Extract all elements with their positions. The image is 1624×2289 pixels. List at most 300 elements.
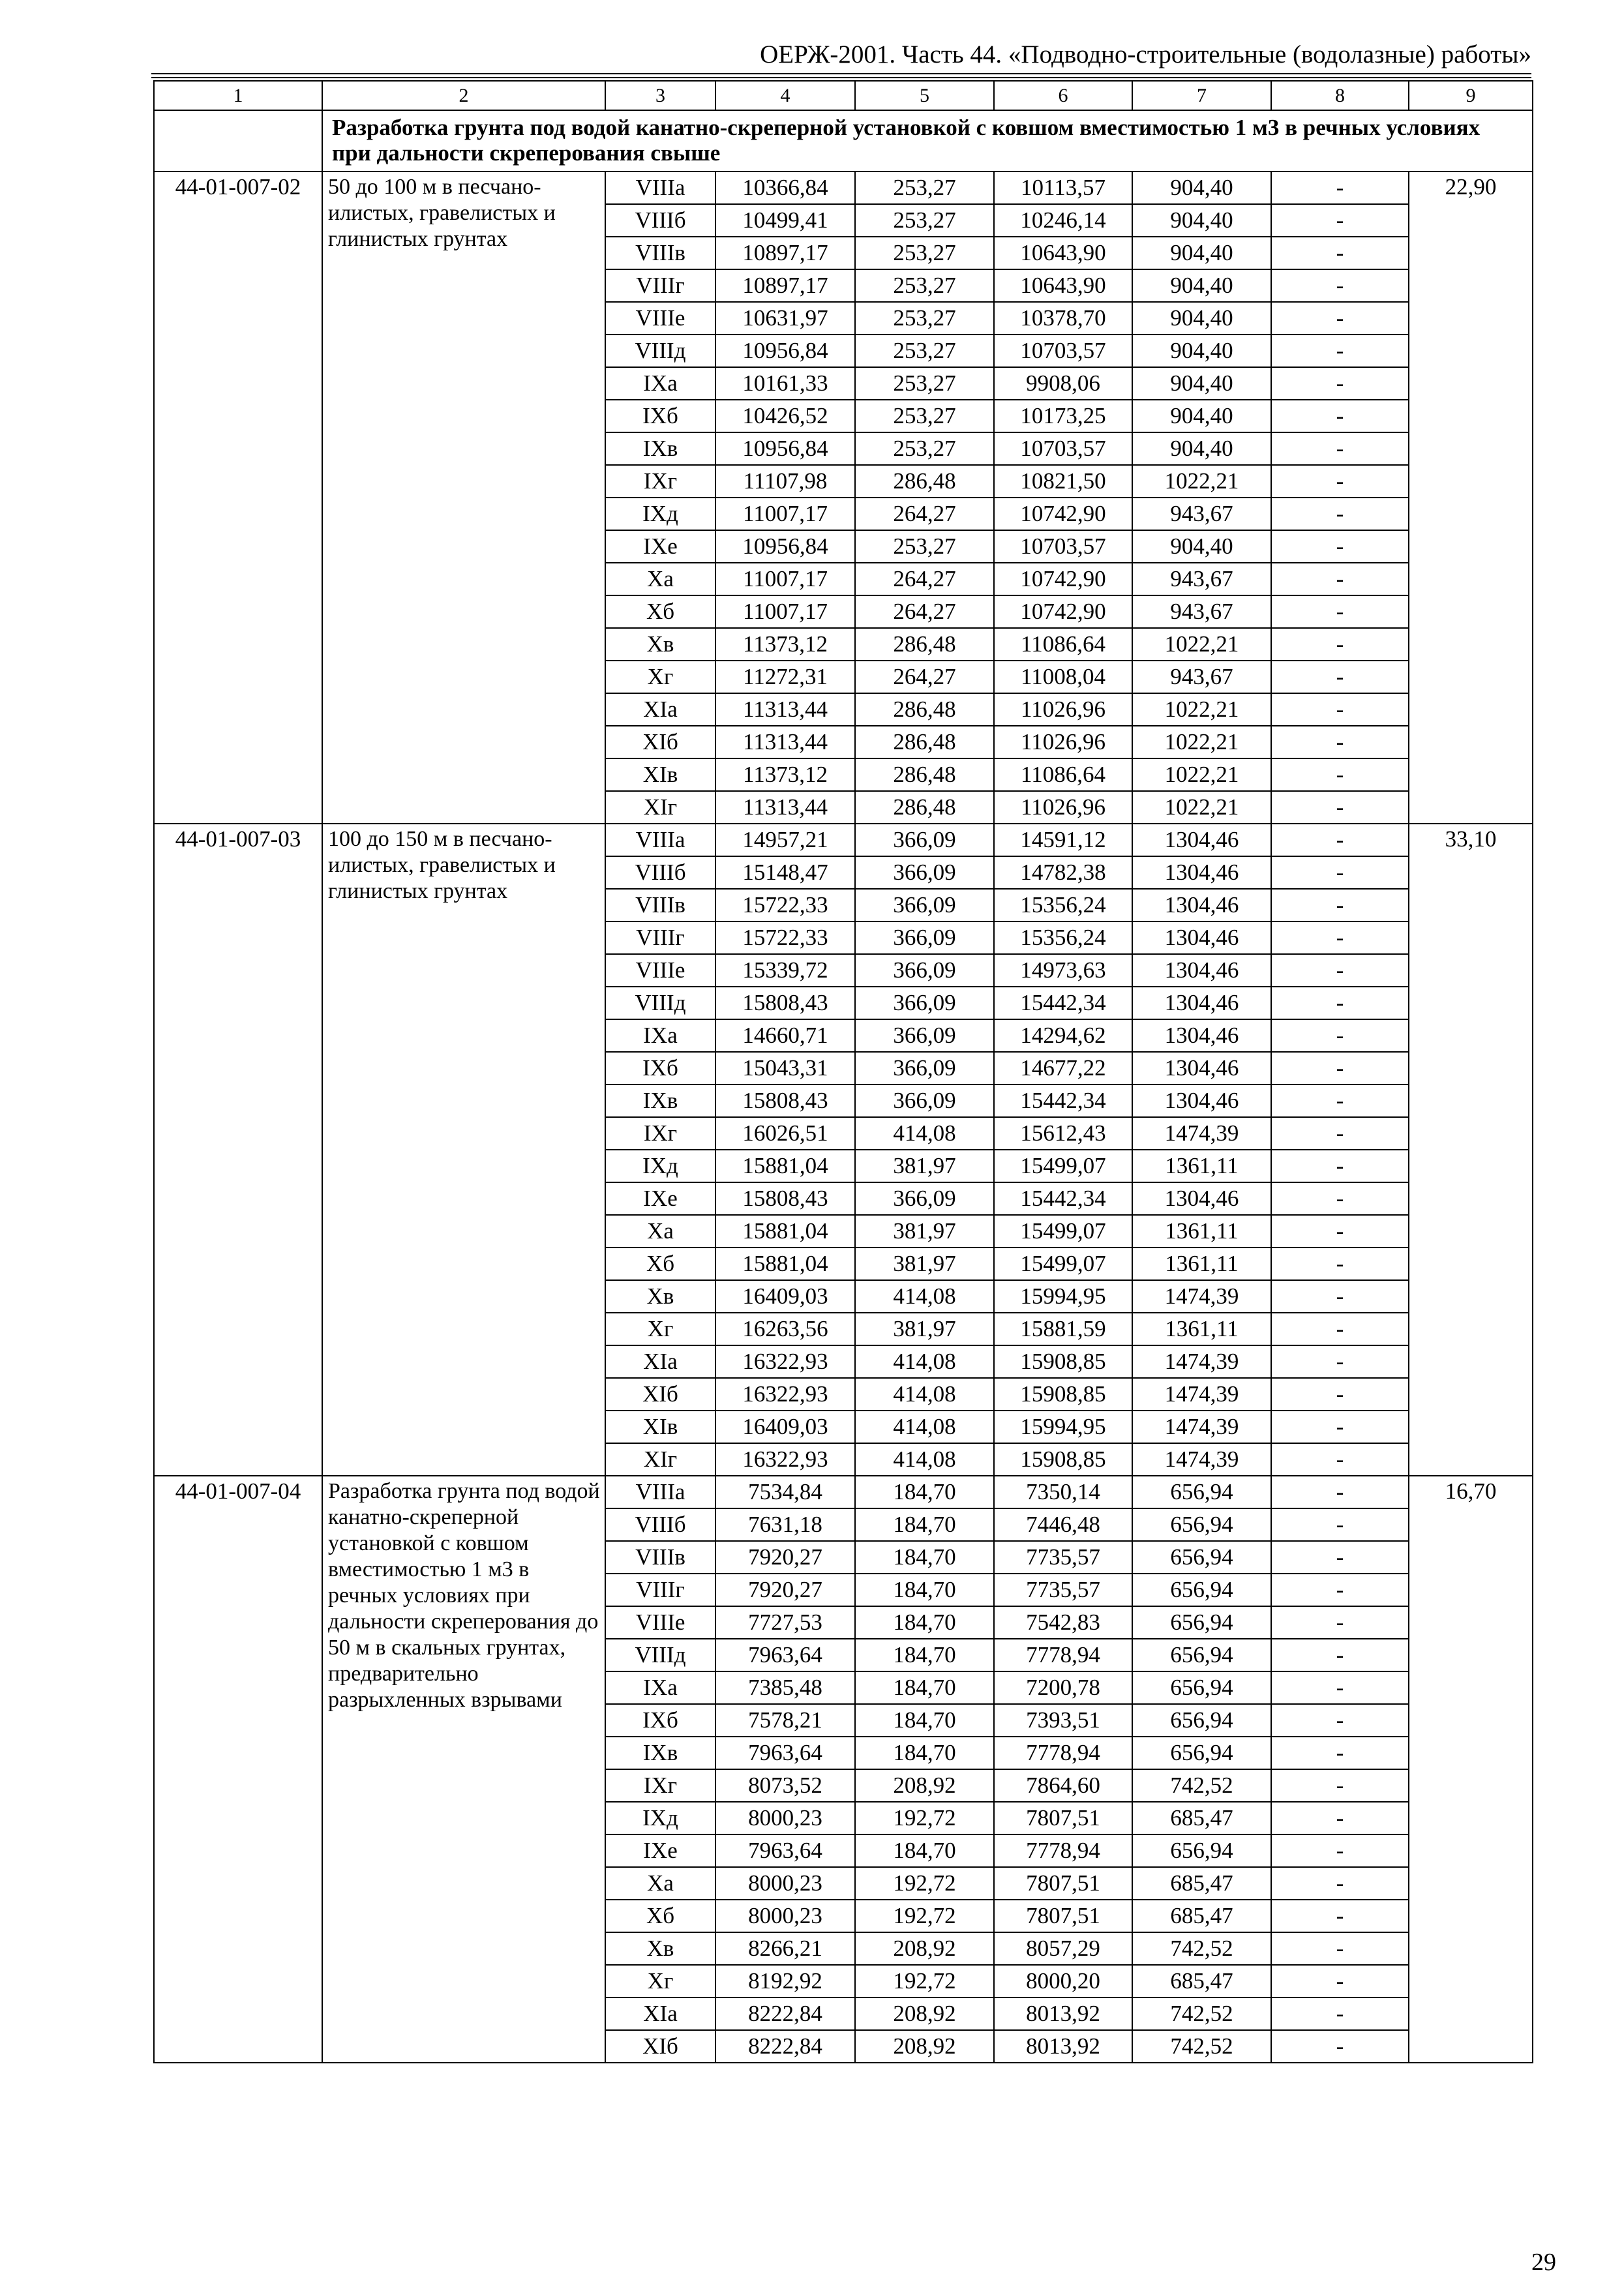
soil-group: XIа [605,1997,715,2030]
machinist-wages: 904,40 [1132,335,1271,367]
soil-group: XIб [605,2030,715,2063]
materials-cost: - [1271,1019,1409,1052]
column-number: 9 [1409,81,1533,110]
machine-cost: 15356,24 [994,921,1132,954]
materials-cost: - [1271,465,1409,498]
soil-group: VIIIг [605,1574,715,1606]
direct-cost: 15808,43 [715,1085,855,1117]
machine-cost: 7446,48 [994,1508,1132,1541]
work-description: 50 до 100 м в песчано-илистых, гравелистых и глинистых грунтах [322,172,605,824]
running-title: ОЕРЖ-2001. Часть 44. «Подводно-строительные (водолазные) работы» [760,40,1531,68]
soil-group: Xа [605,563,715,595]
machinist-wages: 685,47 [1132,1965,1271,1997]
machinist-wages: 656,94 [1132,1508,1271,1541]
machinist-wages: 904,40 [1132,367,1271,400]
direct-cost: 15881,04 [715,1150,855,1182]
labor-wages: 253,27 [855,367,994,400]
machinist-wages: 656,94 [1132,1737,1271,1769]
direct-cost: 8192,92 [715,1965,855,1997]
direct-cost: 15339,72 [715,954,855,987]
direct-cost: 8000,23 [715,1900,855,1932]
machinist-wages: 656,94 [1132,1834,1271,1867]
direct-cost: 11107,98 [715,465,855,498]
direct-cost: 15808,43 [715,1182,855,1215]
labor-wages: 184,70 [855,1508,994,1541]
table-row [154,1476,1533,1508]
direct-cost: 11007,17 [715,498,855,530]
materials-cost: - [1271,856,1409,889]
soil-group: XIб [605,1378,715,1411]
machinist-wages: 904,40 [1132,400,1271,432]
materials-cost: - [1271,1345,1409,1378]
labor-wages: 366,09 [855,1052,994,1085]
soil-group: IXб [605,1704,715,1737]
machinist-wages: 1022,21 [1132,791,1271,824]
direct-cost: 15043,31 [715,1052,855,1085]
soil-group: XIв [605,758,715,791]
norm-code: 44-01-007-02 [154,172,322,824]
materials-cost: - [1271,595,1409,628]
soil-group: Xб [605,1900,715,1932]
machinist-wages: 656,94 [1132,1476,1271,1508]
machinist-wages: 1304,46 [1132,889,1271,921]
direct-cost: 10897,17 [715,269,855,302]
direct-cost: 10956,84 [715,432,855,465]
machine-cost: 15442,34 [994,1182,1132,1215]
direct-cost: 8266,21 [715,1932,855,1965]
materials-cost: - [1271,1541,1409,1574]
direct-cost: 8073,52 [715,1769,855,1802]
direct-cost: 10499,41 [715,204,855,237]
machine-cost: 8013,92 [994,1997,1132,2030]
labor-wages: 208,92 [855,1769,994,1802]
labor-wages: 253,27 [855,172,994,204]
soil-group: XIг [605,791,715,824]
column-number: 1 [154,81,322,110]
direct-cost: 11373,12 [715,628,855,661]
soil-group: VIIIе [605,954,715,987]
labor-wages: 381,97 [855,1215,994,1248]
labor-wages: 184,70 [855,1834,994,1867]
machine-cost: 10113,57 [994,172,1132,204]
machinist-wages: 1361,11 [1132,1215,1271,1248]
direct-cost: 10366,84 [715,172,855,204]
materials-cost: - [1271,1215,1409,1248]
materials-cost: - [1271,921,1409,954]
header-rule [151,77,1531,78]
soil-group: VIIIб [605,856,715,889]
direct-cost: 11007,17 [715,595,855,628]
soil-group: IXв [605,1085,715,1117]
machine-cost: 10742,90 [994,563,1132,595]
direct-cost: 16026,51 [715,1117,855,1150]
direct-cost: 16322,93 [715,1443,855,1476]
materials-cost: - [1271,1867,1409,1900]
materials-cost: - [1271,1769,1409,1802]
section-title-spacer [154,110,322,172]
soil-group: XIв [605,1411,715,1443]
machine-cost: 10703,57 [994,432,1132,465]
column-number: 2 [322,81,605,110]
machine-cost: 11026,96 [994,693,1132,726]
materials-cost: - [1271,824,1409,856]
labor-wages: 208,92 [855,2030,994,2063]
machinist-wages: 1022,21 [1132,693,1271,726]
machinist-wages: 1022,21 [1132,465,1271,498]
materials-cost: - [1271,1378,1409,1411]
direct-cost: 7920,27 [715,1574,855,1606]
machinist-wages: 685,47 [1132,1867,1271,1900]
labor-wages: 184,70 [855,1476,994,1508]
direct-cost: 15722,33 [715,889,855,921]
materials-cost: - [1271,1280,1409,1313]
materials-cost: - [1271,1737,1409,1769]
machinist-wages: 685,47 [1132,1802,1271,1834]
machinist-wages: 1304,46 [1132,1085,1271,1117]
soil-group: Xг [605,1313,715,1345]
machine-cost: 11026,96 [994,726,1132,758]
soil-group: VIIIд [605,1639,715,1671]
machine-cost: 7735,57 [994,1574,1132,1606]
direct-cost: 15148,47 [715,856,855,889]
norm-code: 44-01-007-04 [154,1476,322,2063]
materials-cost: - [1271,335,1409,367]
work-description: Разработка грунта под водой канатно-скреперной установкой с ковшом вместимостью 1 м3 в речных условиях при дальности скреперования до 50 м в скальных грунтах, предварительно разрыхленных взрывами [322,1476,605,2063]
direct-cost: 14660,71 [715,1019,855,1052]
machinist-wages: 1304,46 [1132,1182,1271,1215]
machine-cost: 10643,90 [994,269,1132,302]
labor-wages: 286,48 [855,693,994,726]
materials-cost: - [1271,1997,1409,2030]
materials-cost: - [1271,954,1409,987]
materials-cost: - [1271,237,1409,269]
machinist-wages: 904,40 [1132,237,1271,269]
machine-cost: 14294,62 [994,1019,1132,1052]
labor-hours: 33,10 [1409,824,1533,1476]
direct-cost: 16322,93 [715,1345,855,1378]
direct-cost: 16263,56 [715,1313,855,1345]
labor-wages: 414,08 [855,1345,994,1378]
machine-cost: 14782,38 [994,856,1132,889]
direct-cost: 8222,84 [715,2030,855,2063]
materials-cost: - [1271,1574,1409,1606]
materials-cost: - [1271,791,1409,824]
soil-group: IXа [605,1019,715,1052]
materials-cost: - [1271,889,1409,921]
section-title: Разработка грунта под водой канатно-скреперной установкой с ковшом вместимостью 1 м3 в речных условиях при дальности скреперования свыше [322,110,1533,172]
labor-wages: 366,09 [855,987,994,1019]
direct-cost: 10956,84 [715,530,855,563]
materials-cost: - [1271,172,1409,204]
table-row [154,824,1533,856]
direct-cost: 10897,17 [715,237,855,269]
materials-cost: - [1271,1150,1409,1182]
machine-cost: 7864,60 [994,1769,1132,1802]
column-number: 7 [1132,81,1271,110]
soil-group: VIIIе [605,1606,715,1639]
soil-group: VIIIа [605,824,715,856]
materials-cost: - [1271,693,1409,726]
labor-wages: 286,48 [855,465,994,498]
machine-cost: 11008,04 [994,661,1132,693]
labor-wages: 253,27 [855,432,994,465]
machinist-wages: 904,40 [1132,302,1271,335]
machine-cost: 7200,78 [994,1671,1132,1704]
machinist-wages: 656,94 [1132,1639,1271,1671]
machinist-wages: 943,67 [1132,563,1271,595]
soil-group: VIIIг [605,269,715,302]
soil-group: IXе [605,1834,715,1867]
soil-group: Xа [605,1215,715,1248]
materials-cost: - [1271,1085,1409,1117]
labor-wages: 253,27 [855,530,994,563]
machine-cost: 10742,90 [994,595,1132,628]
machinist-wages: 904,40 [1132,530,1271,563]
machinist-wages: 904,40 [1132,204,1271,237]
soil-group: Xб [605,595,715,628]
materials-cost: - [1271,563,1409,595]
machine-cost: 10246,14 [994,204,1132,237]
direct-cost: 7963,64 [715,1639,855,1671]
labor-wages: 286,48 [855,791,994,824]
materials-cost: - [1271,1704,1409,1737]
column-number-row [154,81,1533,110]
materials-cost: - [1271,661,1409,693]
labor-wages: 414,08 [855,1280,994,1313]
soil-group: VIIIв [605,889,715,921]
materials-cost: - [1271,302,1409,335]
direct-cost: 7963,64 [715,1737,855,1769]
direct-cost: 7920,27 [715,1541,855,1574]
machinist-wages: 1361,11 [1132,1150,1271,1182]
machine-cost: 7350,14 [994,1476,1132,1508]
direct-cost: 7385,48 [715,1671,855,1704]
soil-group: Xг [605,661,715,693]
machine-cost: 7735,57 [994,1541,1132,1574]
direct-cost: 7534,84 [715,1476,855,1508]
materials-cost: - [1271,530,1409,563]
labor-wages: 264,27 [855,498,994,530]
materials-cost: - [1271,2030,1409,2063]
materials-cost: - [1271,628,1409,661]
direct-cost: 10161,33 [715,367,855,400]
soil-group: VIIIг [605,921,715,954]
labor-wages: 286,48 [855,628,994,661]
labor-wages: 253,27 [855,204,994,237]
direct-cost: 16409,03 [715,1280,855,1313]
direct-cost: 15808,43 [715,987,855,1019]
direct-cost: 8000,23 [715,1867,855,1900]
column-number: 5 [855,81,994,110]
labor-wages: 184,70 [855,1606,994,1639]
soil-group: XIг [605,1443,715,1476]
machinist-wages: 1304,46 [1132,921,1271,954]
soil-group: VIIIв [605,237,715,269]
machinist-wages: 904,40 [1132,269,1271,302]
materials-cost: - [1271,1508,1409,1541]
materials-cost: - [1271,726,1409,758]
soil-group: IXг [605,1769,715,1802]
soil-group: Xг [605,1965,715,1997]
soil-group: Xв [605,1280,715,1313]
machine-cost: 14973,63 [994,954,1132,987]
machine-cost: 10703,57 [994,530,1132,563]
labor-wages: 184,70 [855,1574,994,1606]
machinist-wages: 742,52 [1132,1997,1271,2030]
materials-cost: - [1271,1411,1409,1443]
machine-cost: 14677,22 [994,1052,1132,1085]
machinist-wages: 1304,46 [1132,1052,1271,1085]
materials-cost: - [1271,1965,1409,1997]
direct-cost: 11313,44 [715,693,855,726]
machine-cost: 10821,50 [994,465,1132,498]
soil-group: IXг [605,1117,715,1150]
labor-wages: 366,09 [855,1019,994,1052]
machinist-wages: 1304,46 [1132,954,1271,987]
labor-wages: 184,70 [855,1737,994,1769]
labor-wages: 381,97 [855,1150,994,1182]
machine-cost: 11026,96 [994,791,1132,824]
norms-table [153,80,1533,2063]
labor-wages: 264,27 [855,563,994,595]
work-description: 100 до 150 м в песчано-илистых, гравелистых и глинистых грунтах [322,824,605,1476]
labor-wages: 414,08 [855,1117,994,1150]
machinist-wages: 742,52 [1132,2030,1271,2063]
machine-cost: 8013,92 [994,2030,1132,2063]
direct-cost: 10426,52 [715,400,855,432]
materials-cost: - [1271,1639,1409,1671]
labor-wages: 253,27 [855,269,994,302]
materials-cost: - [1271,1182,1409,1215]
soil-group: IXд [605,498,715,530]
labor-hours: 22,90 [1409,172,1533,824]
materials-cost: - [1271,1117,1409,1150]
machinist-wages: 656,94 [1132,1606,1271,1639]
machine-cost: 7778,94 [994,1834,1132,1867]
labor-wages: 264,27 [855,595,994,628]
direct-cost: 11313,44 [715,791,855,824]
direct-cost: 11373,12 [715,758,855,791]
machine-cost: 7807,51 [994,1802,1132,1834]
materials-cost: - [1271,400,1409,432]
machinist-wages: 742,52 [1132,1932,1271,1965]
soil-group: IXе [605,530,715,563]
materials-cost: - [1271,1443,1409,1476]
labor-wages: 192,72 [855,1867,994,1900]
machine-cost: 10703,57 [994,335,1132,367]
direct-cost: 7727,53 [715,1606,855,1639]
soil-group: VIIIд [605,335,715,367]
labor-wages: 253,27 [855,302,994,335]
soil-group: XIб [605,726,715,758]
materials-cost: - [1271,1476,1409,1508]
direct-cost: 8000,23 [715,1802,855,1834]
machinist-wages: 943,67 [1132,595,1271,628]
labor-wages: 414,08 [855,1443,994,1476]
machinist-wages: 943,67 [1132,661,1271,693]
machinist-wages: 904,40 [1132,432,1271,465]
machine-cost: 10742,90 [994,498,1132,530]
machine-cost: 15908,85 [994,1345,1132,1378]
direct-cost: 10956,84 [715,335,855,367]
labor-wages: 184,70 [855,1639,994,1671]
labor-wages: 366,09 [855,824,994,856]
materials-cost: - [1271,758,1409,791]
labor-wages: 208,92 [855,1997,994,2030]
machinist-wages: 656,94 [1132,1671,1271,1704]
machinist-wages: 656,94 [1132,1574,1271,1606]
soil-group: IXб [605,1052,715,1085]
table-row [154,172,1533,204]
labor-wages: 381,97 [855,1313,994,1345]
labor-wages: 286,48 [855,726,994,758]
soil-group: IXб [605,400,715,432]
page-number: 29 [1531,2249,1556,2276]
column-number: 8 [1271,81,1409,110]
soil-group: Xб [605,1248,715,1280]
materials-cost: - [1271,269,1409,302]
column-number: 6 [994,81,1132,110]
labor-wages: 184,70 [855,1671,994,1704]
materials-cost: - [1271,987,1409,1019]
direct-cost: 10631,97 [715,302,855,335]
soil-group: VIIIе [605,302,715,335]
machinist-wages: 1474,39 [1132,1345,1271,1378]
machine-cost: 15908,85 [994,1443,1132,1476]
machine-cost: 8057,29 [994,1932,1132,1965]
labor-wages: 192,72 [855,1965,994,1997]
soil-group: VIIIв [605,1541,715,1574]
header-rule [151,73,1531,74]
labor-wages: 184,70 [855,1541,994,1574]
materials-cost: - [1271,1802,1409,1834]
machine-cost: 14591,12 [994,824,1132,856]
soil-group: VIIIа [605,172,715,204]
soil-group: VIIIд [605,987,715,1019]
machine-cost: 7807,51 [994,1867,1132,1900]
soil-group: IXе [605,1182,715,1215]
machine-cost: 7542,83 [994,1606,1132,1639]
labor-wages: 208,92 [855,1932,994,1965]
labor-wages: 414,08 [855,1378,994,1411]
labor-wages: 286,48 [855,758,994,791]
machinist-wages: 1304,46 [1132,1019,1271,1052]
labor-wages: 366,09 [855,1085,994,1117]
machinist-wages: 1474,39 [1132,1117,1271,1150]
machinist-wages: 1022,21 [1132,758,1271,791]
machine-cost: 15908,85 [994,1378,1132,1411]
soil-group: Xв [605,1932,715,1965]
soil-group: Xа [605,1867,715,1900]
labor-wages: 253,27 [855,335,994,367]
machinist-wages: 1474,39 [1132,1378,1271,1411]
soil-group: IXд [605,1802,715,1834]
materials-cost: - [1271,1248,1409,1280]
direct-cost: 11272,31 [715,661,855,693]
machinist-wages: 656,94 [1132,1704,1271,1737]
soil-group: XIа [605,693,715,726]
direct-cost: 14957,21 [715,824,855,856]
labor-wages: 366,09 [855,954,994,987]
direct-cost: 16409,03 [715,1411,855,1443]
soil-group: IXв [605,432,715,465]
materials-cost: - [1271,432,1409,465]
soil-group: VIIIб [605,1508,715,1541]
labor-wages: 192,72 [855,1802,994,1834]
soil-group: IXа [605,1671,715,1704]
materials-cost: - [1271,1900,1409,1932]
column-number: 4 [715,81,855,110]
